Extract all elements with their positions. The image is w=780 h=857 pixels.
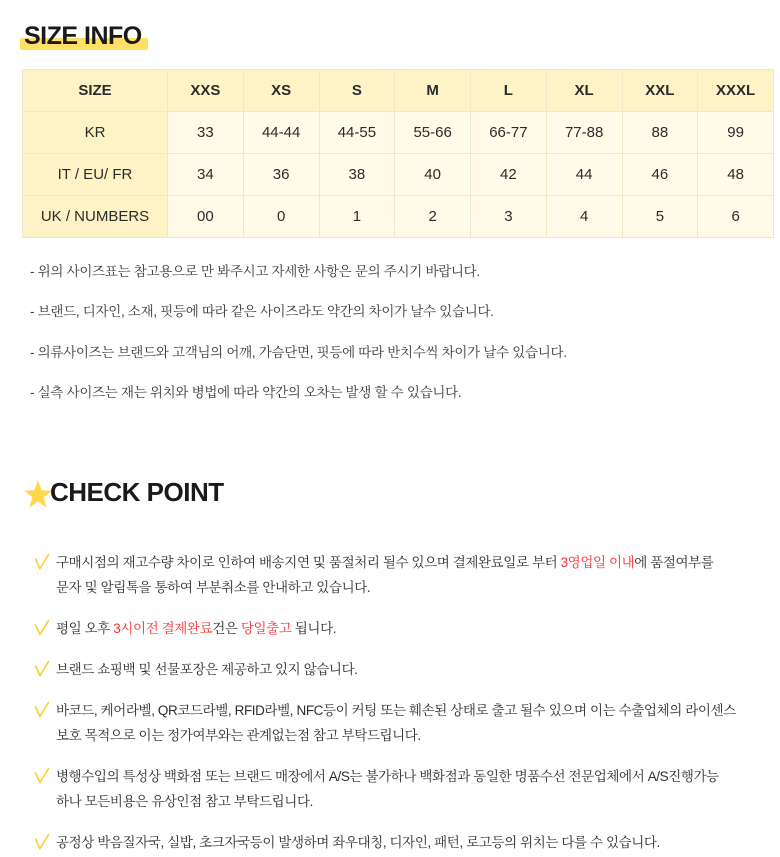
check-point-segment: 문자 및 알림톡을 통하여 부분취소를 안내하고 있습니다. [56,580,371,596]
check-point-line [56,699,736,724]
check-point-list [34,551,764,856]
table-cell: 44-44 [243,112,319,154]
table-cell: 0 [243,196,319,238]
check-point-line [56,790,719,815]
row-label: IT / EU/ FR [23,154,168,196]
table-cell: 66-77 [471,112,547,154]
table-cell: 48 [698,154,774,196]
check-mark-icon [34,833,50,851]
check-point-line [56,831,660,856]
check-point-item [34,765,764,815]
table-cell: 38 [319,154,395,196]
size-note: - 의류사이즈는 브랜드와 고객님의 어깨, 가슴단면, 핏등에 따라 반치수씩 차이가 날수 있습니다. [30,344,567,360]
table-cell: 00 [168,196,244,238]
check-point-line [56,551,713,576]
check-point-item [34,831,764,856]
table-header-cell: L [471,70,547,112]
table-cell: 34 [168,154,244,196]
check-point-segment: 바코드, 케어라벨, QR코드라벨, RFID라벨, NFC등이 커팅 또는 훼손된 상태로 출고 될수 있으며 이는 수출업체의 라이센스 [56,703,736,719]
check-mark-icon [34,767,50,785]
check-mark-icon [34,553,50,571]
table-row [23,154,774,196]
check-point-segment: 에 품절여부를 [634,555,714,571]
table-cell: 44-55 [319,112,395,154]
table-header-cell: XS [243,70,319,112]
table-cell: 88 [622,112,698,154]
size-chart-table [22,69,774,238]
table-cell: 99 [698,112,774,154]
row-label: KR [23,112,168,154]
table-cell: 6 [698,196,774,238]
check-point-line [56,724,736,749]
check-point-text [56,551,713,601]
table-header-cell: M [395,70,471,112]
check-point-item [34,658,764,683]
table-cell: 36 [243,154,319,196]
check-point-segment: 평일 오후 [56,621,114,637]
check-point-title: CHECK POINT [50,476,224,507]
size-info-header [16,0,764,51]
check-point-line [56,658,358,683]
size-chart-body [23,112,774,238]
size-note: - 브랜드, 디자인, 소재, 핏등에 따라 같은 사이즈라도 약간의 차이가 날수 있습니다. [30,304,494,320]
check-point-text [56,699,736,749]
table-cell: 55-66 [395,112,471,154]
table-header-cell: XL [546,70,622,112]
size-notes [30,262,764,403]
table-cell: 77-88 [546,112,622,154]
table-header-cell: SIZE [23,70,168,112]
check-mark-icon [34,660,50,678]
check-point-item [34,551,764,601]
check-point-segment: 하나 모든비용은 유상인점 참고 부탁드립니다. [56,793,313,809]
table-cell: 1 [319,196,395,238]
check-mark-icon [34,619,50,637]
check-point-text [56,617,336,642]
size-info-title [22,22,144,51]
table-cell: 5 [622,196,698,238]
check-point-line [56,576,713,601]
table-header-cell: S [319,70,395,112]
table-cell: 3 [471,196,547,238]
check-point-segment: 구매시점의 재고수량 차이로 인하여 배송지연 및 품절처리 될수 있으며 결제완료일로 부터 [56,555,561,571]
check-point-segment: 공정상 박음질자국, 실밥, 초크자국등이 발생하며 좌우대칭, 디자인, 패턴, 로고등의 위치는 다를 수 있습니다. [56,834,660,850]
table-row [23,112,774,154]
table-row [23,196,774,238]
size-note: - 실측 사이즈는 재는 위치와 병법에 따라 약간의 오차는 발생 할 수 있습니다. [30,384,462,400]
size-note: - 위의 사이즈표는 참고용으로 만 봐주시고 자세한 사항은 문의 주시기 바랍니다. [30,264,480,279]
size-chart-head [23,70,774,112]
check-point-line [56,617,336,642]
check-point-segment: 보호 목적으로 이는 정가여부와는 관계없는점 참고 부탁드립니다. [56,728,421,743]
check-mark-icon [34,701,50,719]
check-point-segment: 병행수입의 특성상 백화점 또는 브랜드 매장에서 A/S는 불가하나 백화점과 동일한 명품수선 전문업체에서 A/S진행가능 [56,768,719,784]
check-point-item [34,699,764,749]
table-header-cell: XXXL [698,70,774,112]
check-point-text [56,831,660,856]
check-point-segment: 브랜드 쇼핑백 및 선물포장은 제공하고 있지 않습니다. [56,662,358,678]
check-point-text [56,765,719,815]
table-cell: 42 [471,154,547,196]
table-cell: 46 [622,154,698,196]
size-info-title-text: SIZE INFO [24,22,142,50]
table-cell: 4 [546,196,622,238]
row-label: UK / NUMBERS [23,196,168,238]
check-point-segment: 3영업일 이내 [560,555,635,571]
table-header-row [23,70,774,112]
check-point-segment: 당일출고 [240,621,292,637]
table-cell: 2 [395,196,471,238]
check-point-item [34,617,764,642]
table-header-cell: XXS [168,70,244,112]
check-point-segment: 3시이전 결제완료 [113,621,213,637]
check-point-segment: 건은 [212,621,241,637]
star-icon [22,479,52,509]
table-cell: 44 [546,154,622,196]
table-header-cell: XXL [622,70,698,112]
table-cell: 40 [395,154,471,196]
check-point-header [22,455,764,529]
check-point-segment: 됩니다. [291,621,337,637]
table-cell: 33 [168,112,244,154]
check-point-line [56,765,719,790]
check-point-text [56,658,358,683]
